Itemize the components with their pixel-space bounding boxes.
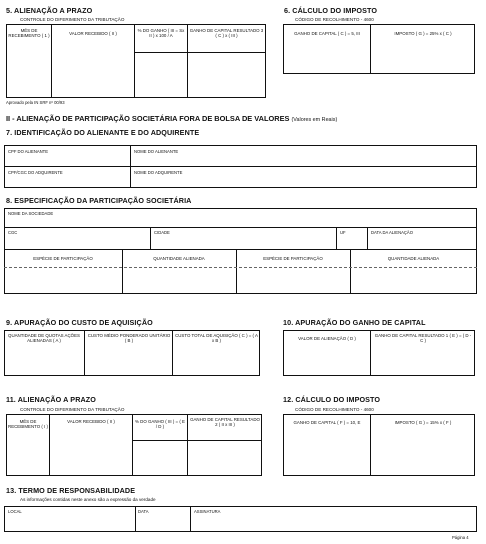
sec12-col-gain: GANHO DE CAPITAL ( F ) = 10, E xyxy=(293,420,361,425)
sec11-col-gain-pct: % DO GANHO ( III ) = ( E / D ) xyxy=(135,419,185,429)
sec6-col-tax: IMPOSTO ( G ) = 25% x ( C ) xyxy=(394,31,452,36)
sec8-table xyxy=(4,208,477,294)
sec9-title: 9. APURAÇÃO DO CUSTO DE AQUISIÇÃO xyxy=(6,318,153,327)
sec13-title: 13. TERMO DE RESPONSABILIDADE xyxy=(6,486,136,495)
col-quantidade-2: QUANTIDADE ALIENADA xyxy=(387,256,440,261)
field-cpf-alienante[interactable]: CPF DO ALIENANTE xyxy=(8,149,49,154)
sec9-col-qty: QUANTIDADE DE QUOTAS AÇÕES ALIENADAS ( A ) xyxy=(8,333,80,343)
field-assinatura[interactable]: ASSINATURA xyxy=(194,509,221,514)
field-local[interactable]: LOCAL xyxy=(8,509,22,514)
field-nome-adquirente[interactable]: NOME DO ADQUIRENTE xyxy=(134,170,183,175)
sec5-col-value: VALOR RECEBIDO ( II ) xyxy=(69,31,117,36)
col-especie-2: ESPÉCIE DE PARTICIPAÇÃO xyxy=(263,256,323,261)
sec8-title: 8. ESPECIFICAÇÃO DA PARTICIPAÇÃO SOCIETÁRIA xyxy=(6,196,192,205)
field-cidade[interactable]: CIDADE xyxy=(154,230,170,235)
field-nome-alienante[interactable]: NOME DO ALIENANTE xyxy=(134,149,179,154)
sec9-col-unit-cost: CUSTO MÉDIO PONDERADO UNITÁRIO ( B ) xyxy=(87,333,171,343)
sec6-subtitle: CÓDIGO DE RECOLHIMENTO - 4600 xyxy=(295,17,374,22)
sec6-col-gain: GANHO DE CAPITAL ( C ) = 5, III xyxy=(294,31,360,36)
sec5-subtitle: CONTROLE DO DIFERIMENTO DA TRIBUTAÇÃO xyxy=(20,17,125,22)
sec9-col-total-cost: CUSTO TOTAL DE AQUISIÇÃO ( C ) = ( A x B ) xyxy=(175,333,258,343)
sec5-col-gain: GANHO DE CAPITAL RESULTADO 3 ( C ) x ( III ) xyxy=(189,28,264,38)
sec12-subtitle: CÓDIGO DE RECOLHIMENTO - 4600 xyxy=(295,407,374,412)
sec11-title: 11. ALIENAÇÃO A PRAZO xyxy=(6,395,96,404)
field-nome-sociedade[interactable]: NOME DA SOCIEDADE xyxy=(8,211,54,216)
sec5-col-month: MÊS DE RECEBIMENTO ( 1 ) xyxy=(8,28,50,38)
col-especie-1: ESPÉCIE DE PARTICIPAÇÃO xyxy=(33,256,93,261)
sec11-col-month: MÊS DE RECEBIMENTO ( I ) xyxy=(8,419,48,429)
field-data[interactable]: DATA xyxy=(138,509,149,514)
sec11-subtitle: CONTROLE DO DIFERIMENTO DA TRIBUTAÇÃO xyxy=(20,407,125,412)
sec13-table xyxy=(4,506,477,532)
field-data-alienacao[interactable]: DATA DA ALIENAÇÃO xyxy=(371,230,413,235)
sec10-col-gain: GANHO DE CAPITAL RESULTADO 1 ( E ) = ( D - C ) xyxy=(374,333,472,343)
sec11-col-gain: GANHO DE CAPITAL RESULTADO 2 ( II x III ) xyxy=(190,417,260,427)
page-number: Página 4 xyxy=(452,535,469,540)
approval-footnote: Aprovado pela IN SRF nº 00/93 xyxy=(6,100,65,105)
field-uf[interactable]: UF xyxy=(340,230,346,235)
sec10-col-value: VALOR DE ALIENAÇÃO ( D ) xyxy=(298,336,356,341)
sec5-title: 5. ALIENAÇÃO A PRAZO xyxy=(6,6,93,15)
field-cgc[interactable]: CGC xyxy=(8,230,18,235)
sec12-title: 12. CÁLCULO DO IMPOSTO xyxy=(283,395,381,404)
sec5-col-gain-pct: % DO GANHO ( III = Sx II ) x 100 / A xyxy=(137,28,185,38)
part2-heading: II - ALIENAÇÃO DE PARTICIPAÇÃO SOCIETÁRIA FORA DE BOLSA DE VALORES (Valores em Reais) xyxy=(6,114,338,123)
sec11-col-value: VALOR RECEBIDO ( II ) xyxy=(67,419,115,424)
col-quantidade-1: QUANTIDADE ALIENADA xyxy=(153,256,205,261)
sec10-title: 10. APURAÇÃO DO GANHO DE CAPITAL xyxy=(283,318,426,327)
sec6-title: 6. CÁLCULO DO IMPOSTO xyxy=(284,6,378,15)
sec12-col-tax: IMPOSTO ( G ) = 15% x ( F ) xyxy=(394,420,452,425)
sec7-title: 7. IDENTIFICAÇÃO DO ALIENANTE E DO ADQUIRENTE xyxy=(6,128,200,137)
sec13-text: As informações contidas neste anexo são a expressão da verdade xyxy=(20,497,156,502)
field-cpf-adquirente[interactable]: CPF/CGC DO ADQUIRENTE xyxy=(8,170,63,175)
